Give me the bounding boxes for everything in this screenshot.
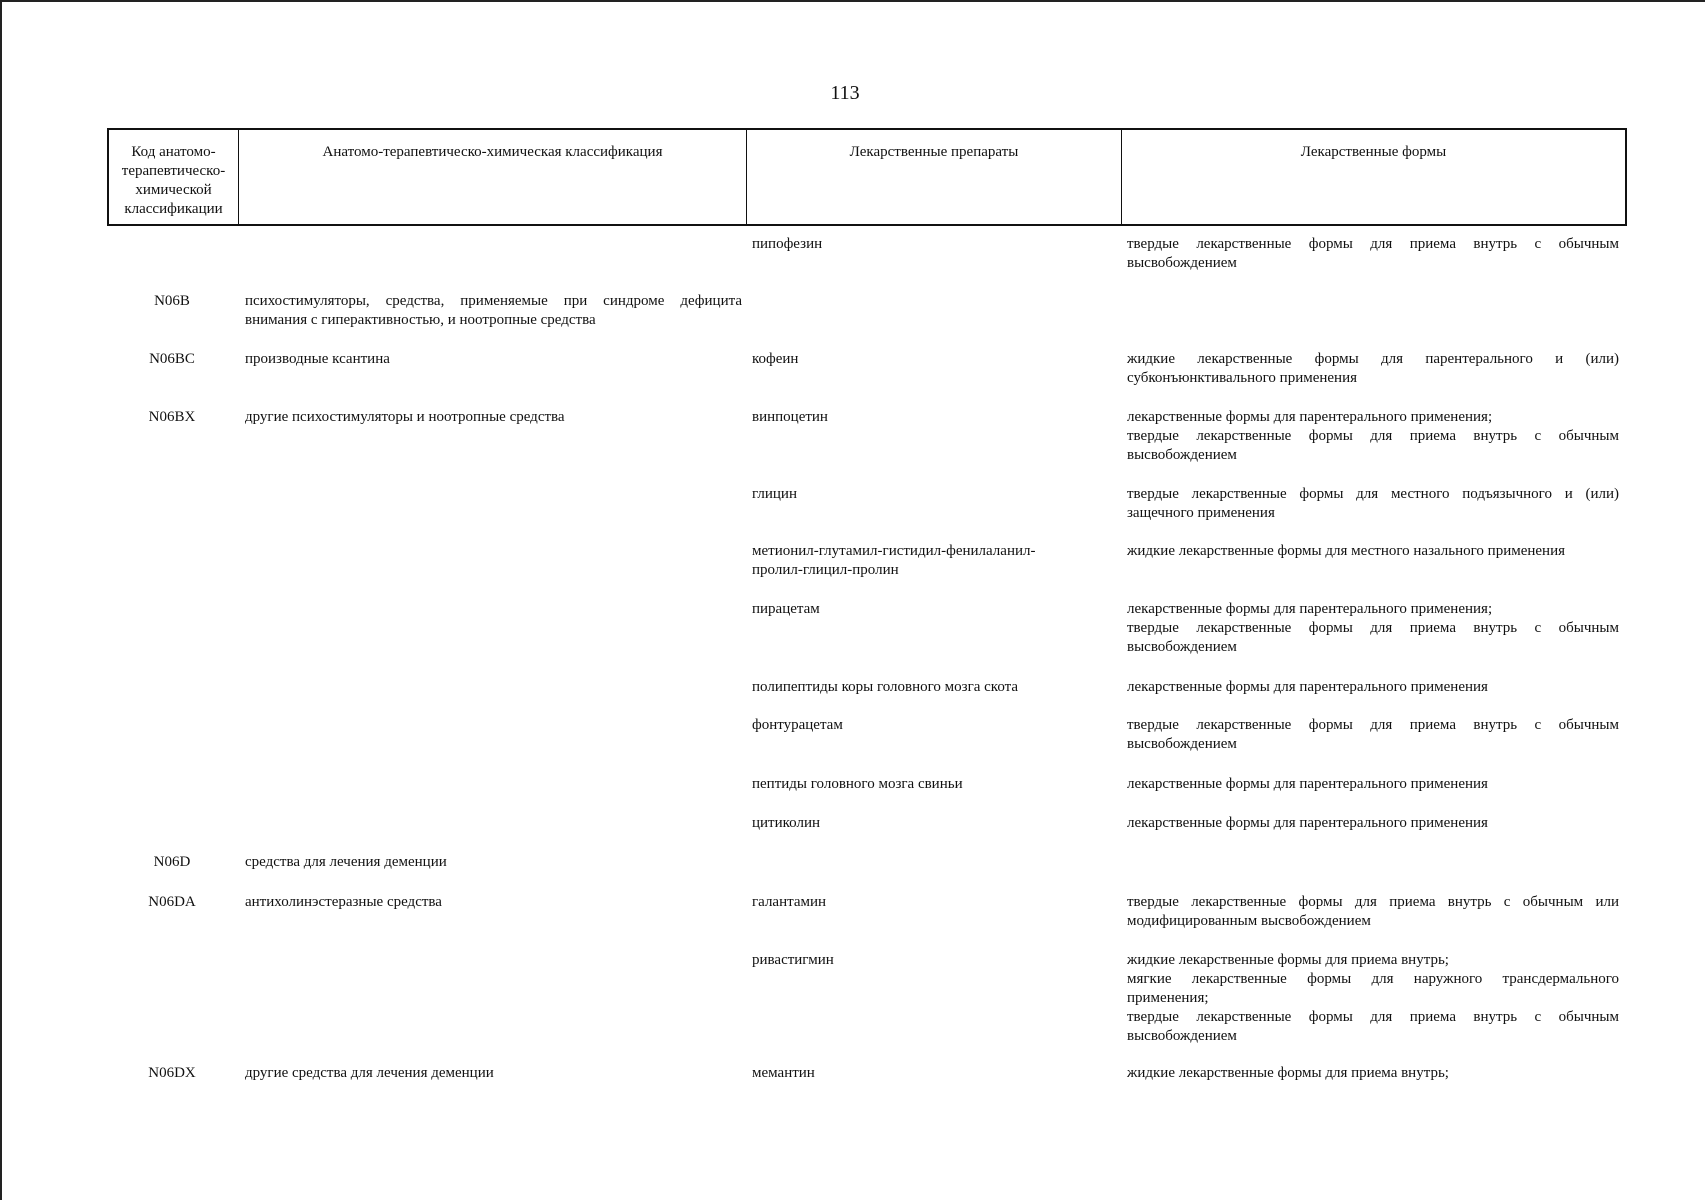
dosage-form-line: жидкие лекарственные формы для парентерального и (или) [1127, 351, 1619, 367]
dosage-forms [1127, 408, 1619, 465]
atc-code: N06D [153, 854, 191, 870]
dosage-form-line: применения; [1127, 990, 1209, 1006]
dosage-form-line: твердые лекарственные формы для приема внутрь с обычным [1127, 717, 1619, 733]
dosage-form-line: твердые лекарственные формы для местного подъязычного и (или) [1127, 486, 1619, 502]
drug-name: пипофезин [752, 236, 823, 252]
header-code-column [109, 130, 239, 224]
page-border-top [0, 0, 1705, 2]
atc-code: N06BC [149, 351, 195, 367]
atc-code: N06BX [148, 409, 196, 425]
drug-name: метионил-глутамил-гистидил-фенилаланил-пролил-глицил-пролин [752, 543, 1036, 578]
header-drugs-column: Лекарственные препараты [747, 130, 1122, 224]
dosage-forms [1127, 350, 1619, 388]
dosage-form-line: высвобождением [1127, 255, 1237, 271]
dosage-form-line: лекарственные формы для парентерального применения [1127, 815, 1488, 831]
atc-code: N06DX [148, 1065, 196, 1081]
dosage-form-line: жидкие лекарственные формы для приема внутрь; [1127, 1065, 1449, 1081]
dosage-form-line: высвобождением [1127, 639, 1237, 655]
drug-name: фонтурацетам [752, 717, 843, 733]
atc-classification: средства для лечения деменции [245, 854, 447, 870]
page-border-left [0, 0, 2, 1200]
dosage-form-line: лекарственные формы для парентерального применения [1127, 679, 1488, 695]
dosage-forms [1127, 775, 1619, 794]
dosage-form-line: твердые лекарственные формы для приема внутрь с обычным [1127, 620, 1619, 636]
atc-code: N06B [154, 293, 190, 309]
dosage-form-line: твердые лекарственные формы для приема внутрь с обычным или [1127, 894, 1619, 910]
dosage-form-line: лекарственные формы для парентерального применения [1127, 776, 1488, 792]
drug-name: пирацетам [752, 601, 820, 617]
dosage-form-line: жидкие лекарственные формы для приема внутрь; [1127, 952, 1449, 968]
dosage-form-line: жидкие лекарственные формы для местного назального применения [1127, 543, 1566, 559]
atc-classification: антихолинэстеразные средства [245, 894, 442, 910]
drug-name: винпоцетин [752, 409, 828, 425]
dosage-forms [1127, 485, 1619, 523]
table-header [107, 128, 1627, 226]
dosage-forms [1127, 678, 1619, 697]
dosage-form-line: лекарственные формы для парентерального применения; [1127, 601, 1493, 617]
dosage-form-line: субконъюнктивального применения [1127, 370, 1358, 386]
atc-classification: психостимуляторы, средства, применяемые при синдроме дефицита внимания с гиперактивностью, и ноотропные средства [245, 293, 742, 328]
drug-name: полипептиды коры головного мозга скота [752, 679, 1019, 695]
header-code-line: классификации [124, 201, 223, 217]
dosage-form-line: твердые лекарственные формы для приема внутрь с обычным [1127, 428, 1619, 444]
dosage-form-line: защечного применения [1127, 505, 1275, 521]
drug-name: мемантин [752, 1065, 815, 1081]
dosage-form-line: высвобождением [1127, 736, 1237, 752]
atc-classification: другие психостимуляторы и ноотропные средства [245, 409, 565, 425]
header-forms-column: Лекарственные формы [1300, 144, 1447, 160]
atc-code: N06DA [148, 894, 196, 910]
dosage-forms [1127, 716, 1619, 754]
header-code-line: Код анатомо- [131, 144, 216, 160]
dosage-forms [1127, 542, 1619, 561]
dosage-form-line: мягкие лекарственные формы для наружного трансдермального [1127, 971, 1619, 987]
drug-name: галантамин [752, 894, 827, 910]
page-number: 113 [830, 82, 860, 104]
dosage-form-line: высвобождением [1127, 447, 1237, 463]
dosage-form-line: высвобождением [1127, 1028, 1237, 1044]
header-classification-column: Анатомо-терапевтическо-химическая классификация [239, 130, 747, 224]
dosage-forms [1127, 951, 1619, 1046]
header-code-line: терапевтическо- [121, 163, 226, 179]
drug-name: глицин [752, 486, 797, 502]
dosage-forms [1127, 600, 1619, 657]
dosage-forms [1127, 1064, 1619, 1083]
dosage-forms [1127, 893, 1619, 931]
atc-classification: другие средства для лечения деменции [245, 1065, 494, 1081]
dosage-form-line: модифицированным высвобождением [1127, 913, 1371, 929]
drug-name: ривастигмин [752, 952, 834, 968]
header-code-line: химической [135, 182, 212, 198]
dosage-form-line: твердые лекарственные формы для приема внутрь с обычным [1127, 236, 1619, 252]
dosage-form-line: твердые лекарственные формы для приема внутрь с обычным [1127, 1009, 1619, 1025]
drug-name: пептиды головного мозга свиньи [752, 776, 963, 792]
dosage-form-line: лекарственные формы для парентерального применения; [1127, 409, 1493, 425]
dosage-forms [1127, 235, 1619, 273]
drug-name: цитиколин [752, 815, 821, 831]
atc-classification: производные ксантина [245, 351, 390, 367]
dosage-forms [1127, 814, 1619, 833]
drug-name: кофеин [752, 351, 799, 367]
